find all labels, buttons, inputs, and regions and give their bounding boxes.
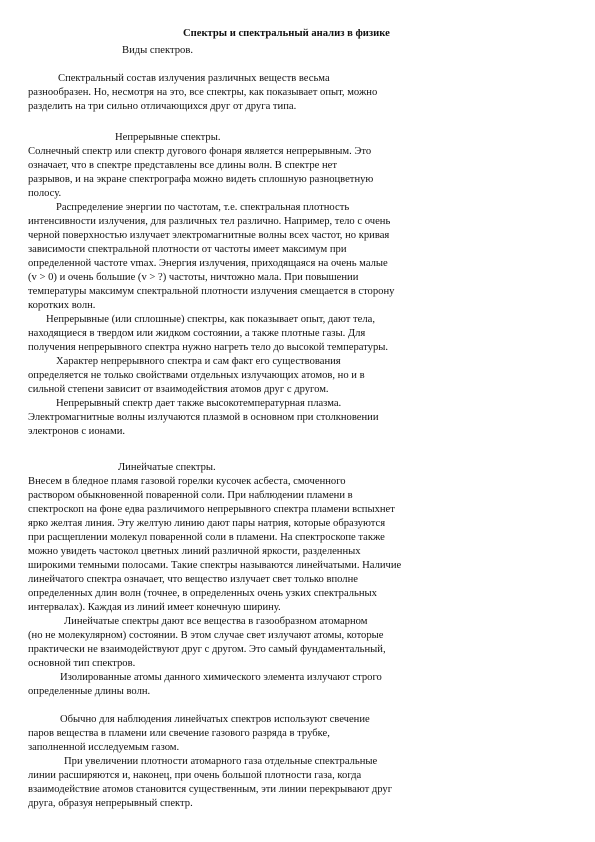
paragraph-line: практически не взаимодействуют друг с другом. Это самый фундаментальный, (28, 644, 386, 655)
document-subtitle: Виды спектров. (122, 45, 193, 56)
paragraph-line: Характер непрерывного спектра и сам факт его существования (56, 356, 341, 367)
paragraph-line: основной тип спектров. (28, 658, 136, 669)
paragraph-line: спектроскоп на фоне едва различимого непрерывного спектра пламени вспыхнет (28, 504, 395, 515)
paragraph-line: Изолированные атомы данного химического элемента излучают строго (60, 672, 382, 683)
paragraph-line: Солнечный спектр или спектр дугового фонаря является непрерывным. Это (28, 146, 372, 157)
paragraph-line: заполненной исследуемым газом. (28, 742, 180, 753)
paragraph-line: получения непрерывного спектра нужно нагреть тело до высокой температуры. (28, 342, 389, 353)
paragraph-line: Электромагнитные волны излучаются плазмой в основном при столкновении (28, 412, 379, 423)
paragraph-line: черной поверхностью излучает электромагнитные волны всех частот, но кривая (28, 230, 390, 241)
paragraph-line: электронов с ионами. (28, 426, 126, 437)
paragraph-line: (но не молекулярном) состоянии. В этом случае свет излучают атомы, которые (28, 630, 384, 641)
section-heading: Непрерывные спектры. (115, 132, 221, 143)
paragraph-line: ярко желтая линия. Эту желтую линию дают пары натрия, которые образуются (28, 518, 386, 529)
paragraph-line: интервалах). Каждая из линий имеет конечную ширину. (28, 602, 281, 613)
paragraph-line: определенной частоте vmax. Энергия излучения, приходящаяся на очень малые (28, 258, 388, 269)
paragraph-line: Непрерывные (или сплошные) спектры, как показывает опыт, дают тела, (46, 314, 376, 325)
paragraph-line: при расщеплении молекул поваренной соли в пламени. На спектроскопе также (28, 532, 385, 543)
paragraph-line: раствором обыкновенной поваренной соли. При наблюдении пламени в (28, 490, 353, 501)
paragraph-line: коротких волн. (28, 300, 96, 311)
paragraph-line: линии расширяются и, наконец, при очень большой плотности газа, когда (28, 770, 362, 781)
paragraph-line: линейчатого спектра означает, что вещество излучает свет только вполне (28, 574, 358, 585)
paragraph-line: разрывов, и на экране спектрографа можно видеть сплошную разноцветную (28, 174, 374, 185)
paragraph-line: друга, образуя непрерывный спектр. (28, 798, 193, 809)
paragraph-line: При увеличении плотности атомарного газа отдельные спектральные (64, 756, 378, 767)
paragraph-line: можно увидеть частокол цветных линий различной яркости, разделенных (28, 546, 361, 557)
paragraph-line: Спектральный состав излучения различных веществ весьма (58, 73, 330, 84)
paragraph-line: сильной степени зависит от взаимодействия атомов друг с другом. (28, 384, 329, 395)
paragraph-line: зависимости спектральной плотности от частоты имеет максимум при (28, 244, 347, 255)
paragraph-line: определенные длины волн. (28, 686, 151, 697)
paragraph-line: Обычно для наблюдения линейчатых спектров используют свечение (60, 714, 370, 725)
paragraph-line: (v > 0) и очень большие (v > ?) частоты, ничтожно мала. При повышении (28, 272, 359, 283)
paragraph-line: означает, что в спектре представлены все длины волн. В спектре нет (28, 160, 338, 171)
paragraph-line: Распределение энергии по частотам, т.е. спектральная плотность (56, 202, 350, 213)
paragraph-line: разделить на три сильно отличающихся друг от друга типа. (28, 101, 297, 112)
paragraph-line: температуры максимум спектральной плотности излучения смещается в сторону (28, 286, 395, 297)
paragraph-line: определяется не только свойствами отдельных излучающих атомов, но и в (28, 370, 365, 381)
document-title: Спектры и спектральный анализ в физике (183, 28, 390, 39)
paragraph-line: паров вещества в пламени или свечение газового разряда в трубке, (28, 728, 330, 739)
paragraph-line: Внесем в бледное пламя газовой горелки кусочек асбеста, смоченного (28, 476, 346, 487)
paragraph-line: разнообразен. Но, несмотря на это, все спектры, как показывает опыт, можно (28, 87, 378, 98)
paragraph-line: взаимодействие атомов становится существенным, эти линии перекрывают друг (28, 784, 393, 795)
paragraph-line: Непрерывный спектр дает также высокотемпературная плазма. (56, 398, 342, 409)
paragraph-line: широкими темными полосами. Такие спектры называются линейчатыми. Наличие (28, 560, 402, 571)
paragraph-line: полосу. (28, 188, 62, 199)
paragraph-line: определенных длин волн (точнее, в определенных очень узких спектральных (28, 588, 377, 599)
paragraph-line: интенсивности излучения, для различных тел различно. Например, тело с очень (28, 216, 391, 227)
section-heading: Линейчатые спектры. (118, 462, 216, 473)
paragraph-line: Линейчатые спектры дают все вещества в газообразном атомарном (64, 616, 368, 627)
paragraph-line: находящиеся в твердом или жидком состоянии, а также плотные газы. Для (28, 328, 366, 339)
